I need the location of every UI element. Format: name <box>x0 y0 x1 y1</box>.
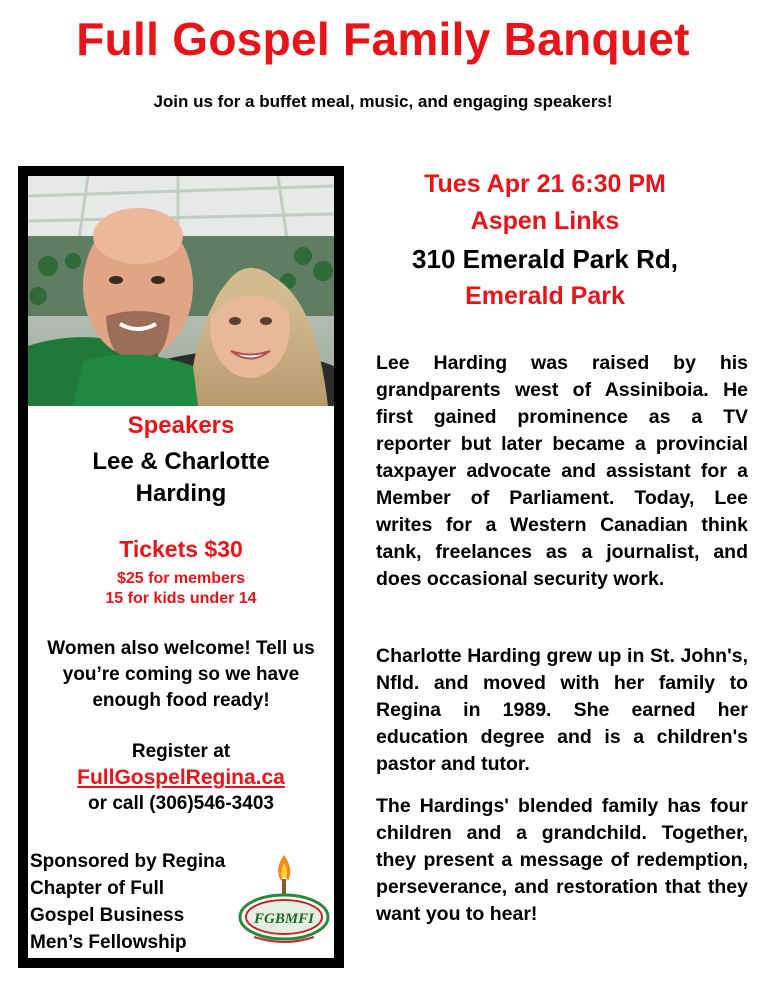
women-welcome-line1: Women also welcome! Tell us <box>47 638 315 659</box>
ticket-price: Tickets $30 <box>119 536 243 562</box>
phone-number: or call (306)546-3403 <box>88 793 274 814</box>
registration-info <box>28 739 334 817</box>
kids-price: 15 for kids under 14 <box>105 590 257 607</box>
bio-charlotte: Charlotte Harding grew up in St. John's, Nfld. and moved with her family to Regina in 1989. She earned her education degree and is a children's pastor and tutor. <box>376 645 748 775</box>
speaker-panel <box>18 166 344 968</box>
sponsor-text <box>30 848 260 956</box>
event-venue: Aspen Links <box>470 207 620 235</box>
speakers-names-line1: Lee & Charlotte <box>92 448 270 475</box>
discount-prices <box>28 569 334 609</box>
members-price: $25 for members <box>116 570 246 587</box>
event-town: Emerald Park <box>465 282 625 310</box>
speakers-names <box>28 446 334 510</box>
women-welcome-note <box>28 636 334 714</box>
women-welcome-line3: enough food ready! <box>92 690 270 711</box>
event-datetime: Tues Apr 21 6:30 PM <box>424 170 666 198</box>
sponsor-line4: Men’s Fellowship <box>30 932 187 953</box>
sponsor-line2: Chapter of Full <box>30 878 165 899</box>
flyer-subtitle: Join us for a buffet meal, music, and engaging speakers! <box>153 92 613 111</box>
bio-lee: Lee Harding was raised by his grandparents west of Assiniboia. He first gained prominence as a TV reporter but later became a provincial taxpayer advocate and assistant for a Member of Parliament. Today, Lee writes for a Western Canadian think tank, freelances as a journalist, and does occasional security work. <box>376 352 748 590</box>
event-address: 310 Emerald Park Rd, <box>412 244 678 274</box>
sponsor-line1: Sponsored by Regina <box>30 851 226 872</box>
speakers-photo <box>28 176 334 406</box>
women-welcome-line2: you’re coming so we have <box>62 664 300 685</box>
fgbmfi-logo <box>234 851 334 951</box>
bio-family: The Hardings' blended family has four children and a grandchild. Together, they present a message of redemption, perseverance, and restoration that they want you to hear! <box>376 795 748 925</box>
register-label: Register at <box>131 741 231 762</box>
speakers-label: Speakers <box>127 412 235 439</box>
speaker-panel-inner <box>28 176 334 958</box>
logo-text: FGBMFI <box>253 911 315 927</box>
sponsor-line3: Gospel Business <box>30 905 185 926</box>
speakers-names-line2: Harding <box>135 480 227 507</box>
register-link[interactable]: FullGospelRegina.ca <box>77 766 285 789</box>
flyer-title: Full Gospel Family Banquet <box>76 13 690 65</box>
